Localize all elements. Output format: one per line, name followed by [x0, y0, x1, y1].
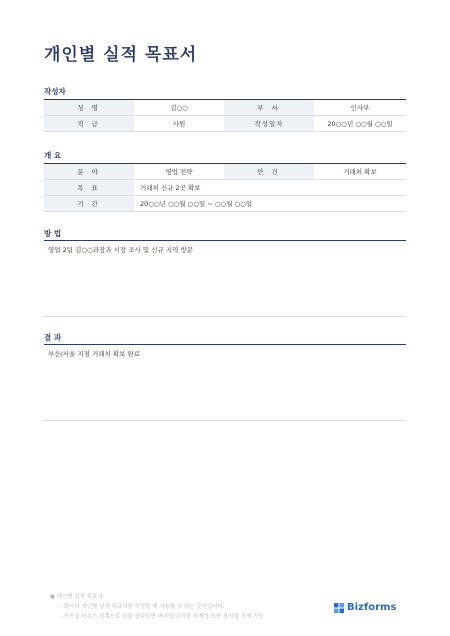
date-value[interactable]: 20○○년 ○○월 ○○일 [314, 116, 406, 132]
department-value[interactable]: 인사부 [314, 100, 406, 116]
result-box[interactable] [44, 344, 406, 421]
footer-line-1: - 회사의 개인별 실적 목표서를 작성할 때 사용할 수 있는 문서입니다. [60, 604, 225, 610]
method-section-heading: 방 법 [44, 229, 62, 238]
overview-table [44, 163, 406, 212]
name-label: 성 명 [44, 100, 134, 116]
page-title: 개인별 실적 목표서 [44, 45, 198, 65]
footer-note [50, 592, 264, 622]
brand-logo [334, 602, 396, 613]
footer-title: ● 개인별 실적 목표서 [50, 594, 103, 600]
goal-label: 목 표 [44, 180, 134, 196]
overview-row-period [44, 196, 406, 212]
rank-label: 직 급 [44, 116, 134, 132]
overview-section-heading: 개 요 [44, 151, 62, 160]
result-text: 부산/서울 지점 거래처 확보 완료 [48, 350, 141, 358]
bizforms-logo-icon [334, 603, 344, 613]
rank-value[interactable]: 사원 [134, 116, 224, 132]
period-value[interactable]: 20○○년 ○○월 ○○일 ~ ○○월 ○○일 [134, 196, 406, 212]
name-value[interactable]: 김○○ [134, 100, 224, 116]
method-box[interactable] [44, 240, 406, 317]
author-row-name [44, 100, 406, 116]
author-section-heading: 작성자 [44, 87, 66, 96]
goal-value[interactable]: 거래처 신규 2곳 확보 [134, 180, 406, 196]
period-label: 기 간 [44, 196, 134, 212]
overview-row-goal [44, 180, 406, 196]
field-label: 분 야 [44, 164, 134, 180]
footer-line-2: - 이곳을 마우스 왼쪽으로 더블 클릭하면 머리말/꼬리말 삭제가 또한 표지말 삭제 가능 [60, 614, 264, 620]
department-label: 부 서 [224, 100, 314, 116]
result-section-heading: 결 과 [44, 333, 62, 342]
date-label: 작성일자 [224, 116, 314, 132]
author-row-rank [44, 116, 406, 132]
overview-row-field [44, 164, 406, 180]
field-value[interactable]: 영업 전략 [134, 164, 224, 180]
brand-name: Bizforms [347, 602, 397, 613]
method-text: 영업 2팀 김○○과장과 시장 조사 및 신규 지역 방문 [48, 246, 194, 254]
agenda-value[interactable]: 거래처 확보 [314, 164, 406, 180]
author-table [44, 99, 406, 132]
agenda-label: 안 건 [224, 164, 314, 180]
